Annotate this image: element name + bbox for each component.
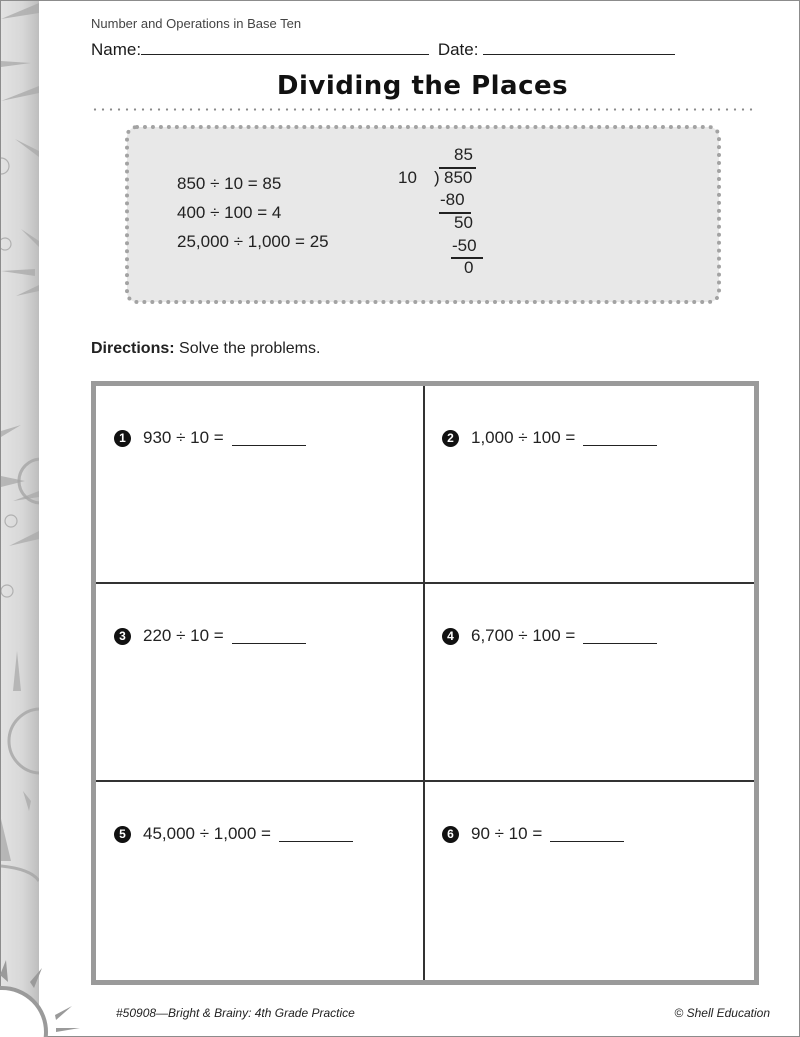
problem-expression: 1,000 ÷ 100 = (471, 428, 576, 447)
decorative-side-strip (1, 1, 39, 1036)
problem-cell-4[interactable] (425, 584, 754, 782)
example-equation: 400 ÷ 100 = 4 (177, 203, 282, 222)
date-field[interactable] (483, 38, 675, 55)
number-badge: 6 (442, 826, 459, 843)
remainder-2: 0 (464, 258, 474, 277)
name-field[interactable] (141, 38, 429, 55)
problem-grid (91, 381, 759, 985)
dotted-divider (91, 108, 755, 111)
number-badge: 3 (114, 628, 131, 645)
example-equation: 25,000 ÷ 1,000 = 25 (177, 232, 329, 251)
answer-blank[interactable] (583, 430, 657, 446)
dividend: 850 (444, 168, 473, 187)
example-equations (177, 169, 329, 256)
name-label: Name: (91, 40, 142, 59)
number-badge: 5 (114, 826, 131, 843)
directions-text: Solve the problems. (179, 340, 321, 357)
remainder-1: 50 (454, 213, 473, 232)
problem-expression: 6,700 ÷ 100 = (471, 626, 576, 645)
sun-pattern-icon (1, 1, 39, 1036)
number-badge: 4 (442, 628, 459, 645)
problem-cell-6[interactable] (425, 782, 754, 980)
number-badge: 1 (114, 430, 131, 447)
problem-cell-5[interactable] (96, 782, 425, 980)
problem-expression: 930 ÷ 10 = (143, 428, 224, 447)
answer-blank[interactable] (583, 628, 657, 644)
footer-copyright: © Shell Education (674, 1006, 770, 1020)
subject-label: Number and Operations in Base Ten (91, 16, 302, 31)
problem-cell-2[interactable] (425, 386, 754, 584)
footer-book-info: #50908—Bright & Brainy: 4th Grade Practice (116, 1006, 355, 1020)
answer-blank[interactable] (232, 430, 306, 446)
example-equation: 850 ÷ 10 = 85 (177, 174, 282, 193)
problem-expression: 220 ÷ 10 = (143, 626, 224, 645)
number-badge: 2 (442, 430, 459, 447)
problem-expression: 45,000 ÷ 1,000 = (143, 824, 271, 843)
subtract-step-2: -50 (452, 236, 477, 255)
subtract-step-1: -80 (440, 190, 465, 209)
quotient: 85 (454, 145, 473, 164)
date-label: Date: (437, 40, 479, 59)
problem-expression: 90 ÷ 10 = (471, 824, 543, 843)
name-date-row (91, 38, 675, 60)
bracket: ) (434, 168, 440, 187)
answer-blank[interactable] (232, 628, 306, 644)
page-title: Dividing the Places (276, 71, 569, 101)
answer-blank[interactable] (279, 826, 353, 842)
sun-icon (0, 960, 80, 1037)
directions-label: Directions: (91, 340, 175, 357)
divisor: 10 (398, 168, 417, 187)
answer-blank[interactable] (550, 826, 624, 842)
directions (91, 340, 320, 358)
problem-cell-3[interactable] (96, 584, 425, 782)
problem-cell-1[interactable] (96, 386, 425, 584)
